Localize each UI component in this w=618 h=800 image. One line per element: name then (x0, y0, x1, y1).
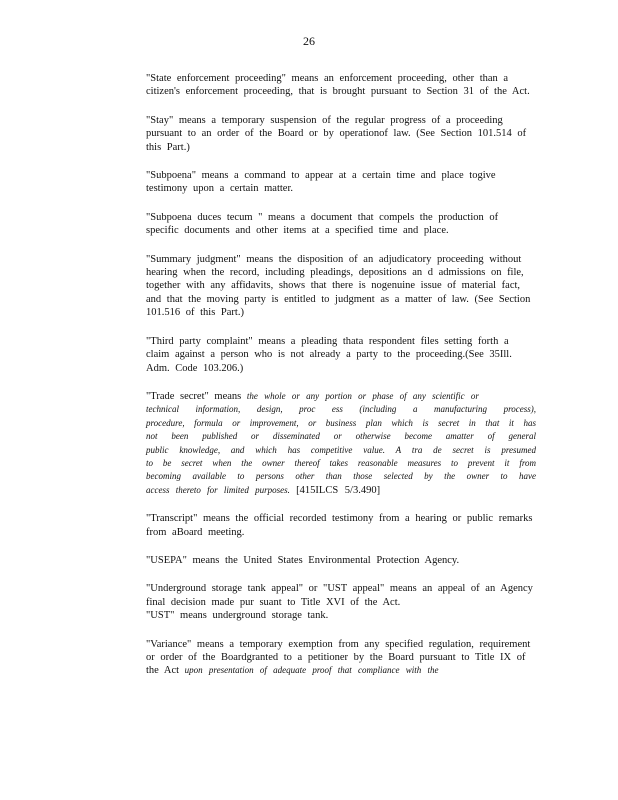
definition-subpoena: "Subpoena" means a command to appear at a certain time and place togive testimony upon a certain matter. (146, 170, 496, 195)
definition-subpoena-duces-tecum: "Subpoena duces tecum " means a document that compels the production of specific documents and other items at a specified time and place. (146, 211, 499, 237)
variance-text: "Variance" means a temporary exemption from any specified regulation, requirement or order of the Boardgranted to a petitioner by the Board pursuant to Title IX of the Act (146, 638, 531, 677)
definition-summary-judgment: "Summary judgment" means the disposition of an adjudicatory proceeding without hearing when the record, including pleadings, depositions an d admissions on file, together with any affidavits, shows that there is nogenuine issue of material fact, and that the moving party is entitled to judgment as a matter of law. (See Section 101.516 of this Part.) (146, 253, 531, 319)
trade-secret-citation: [415ILCS 5/3.490] (296, 484, 381, 496)
trade-secret-statutory-text (146, 391, 536, 497)
trade-secret-line-final (146, 484, 536, 497)
trade-secret-lead: "Trade secret" means (146, 390, 242, 402)
variance-statutory-text: upon presentation of adequate proof that compliance with the (184, 665, 439, 676)
trade-secret-line: access thereto for limited purposes. (146, 484, 290, 495)
definition-usepa: "USEPA" means the United States Environmental Protection Agency. (146, 554, 460, 566)
trade-secret-line: becoming available to persons other than those selected by the owner to have (146, 471, 536, 482)
definition-variance (146, 638, 536, 678)
definition-ust: "UST" means underground storage tank. (146, 610, 329, 622)
trade-secret-line: the whole or any portion or phase of any scientific or (246, 390, 479, 401)
definition-third-party-complaint: "Third party complaint" means a pleading thata respondent files setting forth a claim against a person who is not already a party to the proceeding.(See 35Ill. Adm. Code 103.206.) (146, 335, 512, 374)
definition-state-enforcement-proceeding: "State enforcement proceeding" means an enforcement proceeding, other than a citizen's enforcement proceeding, that is brought pursuant to Section 31 of the Act. (146, 73, 530, 98)
definition-stay: "Stay" means a temporary suspension of the regular progress of a proceeding pursuant to an order of the Board or by operationof law. (See Section 101.514 of this Part.) (146, 114, 527, 153)
definition-ust-appeal: "Underground storage tank appeal" or "UST appeal" means an appeal of an Agency final decision made pur suant to Title XVI of the Act. (146, 583, 533, 608)
definitions-body (146, 72, 536, 693)
definition-transcript: "Transcript" means the official recorded testimony from a hearing or public remarks from aBoard meeting. (146, 513, 533, 538)
trade-secret-line: to be secret when the owner thereof takes reasonable measures to prevent it from (146, 457, 536, 468)
trade-secret-line: public knowledge, and which has competitive value. A tra de secret is presumed (146, 444, 536, 455)
page-number: 26 (303, 34, 315, 48)
trade-secret-line: not been published or disseminated or otherwise become amatter of general (146, 431, 536, 442)
trade-secret-line: procedure, formula or improvement, or business plan which is secret in that it has (146, 417, 536, 428)
definition-trade-secret (146, 390, 536, 497)
trade-secret-line: technical information, design, proc ess (including a manufacturing process), (146, 404, 536, 415)
